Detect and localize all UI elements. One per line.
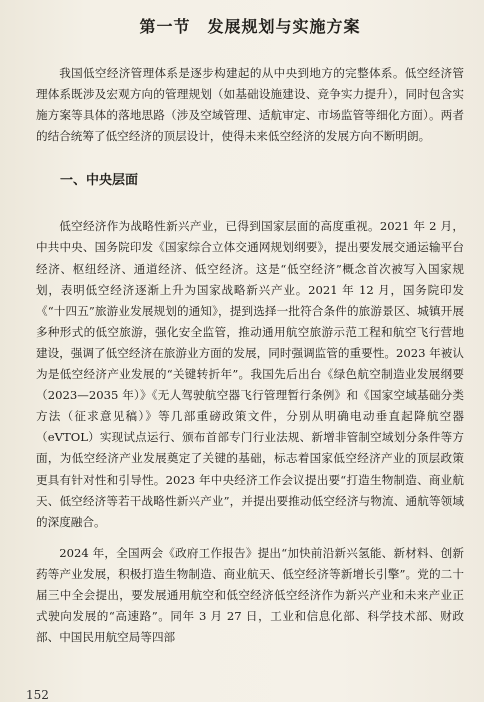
body-paragraph-2: 2024 年，全国两会《政府工作报告》提出“加快前沿新兴氢能、新材料、创新药等产业发展，积极打造生物制造、商业航天、低空经济等新增长引擎”。党的二十届三中全会提出，要发展通用航空和低空经济低空经济作为新兴产业和未来产业正式驶向发展的“高速路”。同年 3 月 27 日，工业和信息化部、科学技术部、财政部、中国民用航空局等四部: [36, 545, 464, 645]
section-heading: 一、中央层面: [60, 173, 139, 189]
body-paragraph-1: 低空经济作为战略性新兴产业，已得到国家层面的高度重视。2021 年 2 月，中共中央、国务院印发《国家综合立体交通网规划纲要》，提出要发展交通运输平台经济、枢纽经济、通道经济、低空经济。这是“低空经济”概念首次被写入国家规划，表明低空经济逐渐上升为国家战略新兴产业。2021 年 12 月，国务院印发《“十四五”旅游业发展规划的通知》，提到选择一批符合条件的旅游景区、城镇开展多种形式的低空旅游，强化安全监管，推动通用航空旅游示范工程和航空飞行营地建设，强调了低空经济在旅游业方面的发展，同时强调监管的重要性。2023 年被认为是低空经济产业发展的“关键转折年”。我国先后出台《绿色航空制造业发展纲要（2023—2035 年）》《无人驾驶航空器飞行管理暂行条例》和《国家空域基础分类方法（征求意见稿）》等几部重磅政策文件，分别从明确电动垂直起降航空器（eVTOL）实现试点运行、颁布首部专门行业法规、新增非管制空域划分条件等方面，为低空经济产业发展奠定了关键的基础，标志着国家低空经济产业的顶层政策更具有针对性和引导性。2023 年中央经济工作会议提出要“打造生物制造、商业航天、低空经济等若干战略性新兴产业”，并提出要推动低空经济与物流、通航等领域的深度融合。: [36, 219, 464, 529]
page-number: 152: [26, 688, 49, 702]
page-title: 第一节 发展规划与实施方案: [139, 17, 361, 36]
intro-paragraph: 我国低空经济管理体系是逐步构建起的从中央到地方的完整体系。低空经济管理体系既涉及宏观方向的管理规划（如基础设施建设、竞争实力提升），同时包含实施方案等具体的落地思路（涉及空域管理、适航审定、市场监管等细化方面）。两者的结合统筹了低空经济的顶层设计，使得未来低空经济的发展方向不断明朗。: [36, 66, 464, 144]
